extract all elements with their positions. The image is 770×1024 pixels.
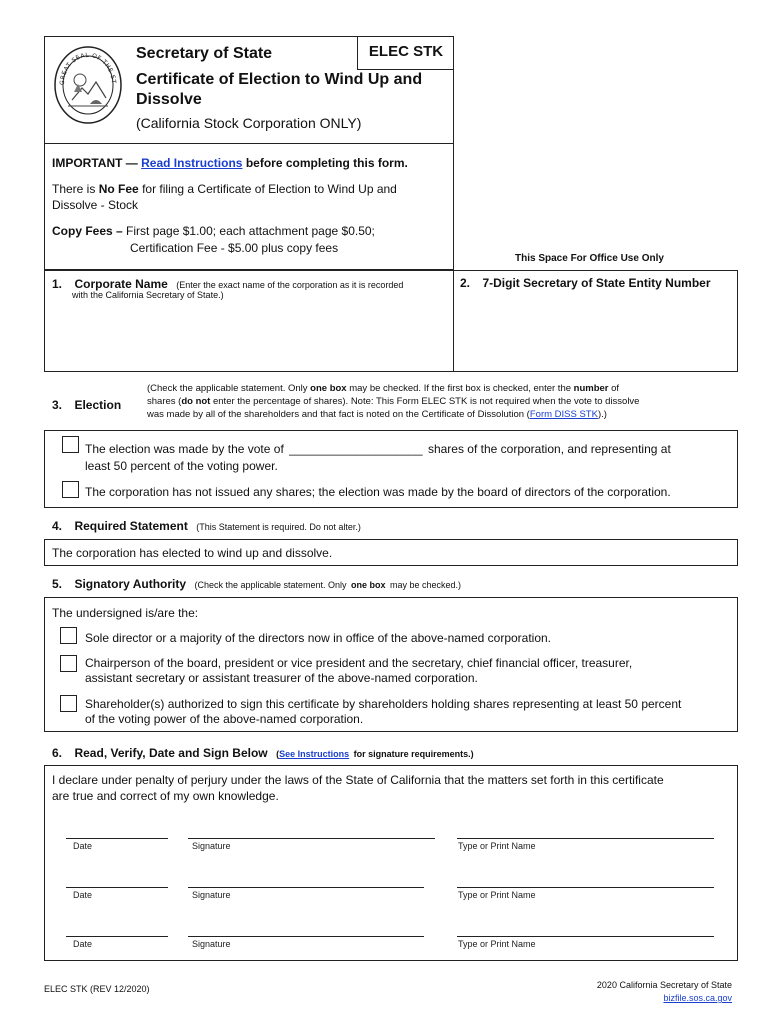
shareholders-text-line1: Shareholder(s) authorized to sign this certificate by shareholders holding shares representing at least 50 percent [85, 697, 682, 711]
form-revision: ELEC STK (REV 12/2020) [44, 984, 150, 994]
item3-heading [52, 396, 121, 414]
officers-text-line1: Chairperson of the board, president or vice president and the secretary, chief financial officer, treasurer, [85, 656, 633, 670]
no-shares-text: The corporation has not issued any shares; the election was made by the board of directors of the corporation. [85, 485, 671, 499]
item2-num: 2. [460, 276, 471, 290]
item3-label: Election [74, 398, 122, 412]
signature-label-3: Signature [192, 939, 231, 949]
item2-label: 7-Digit Secretary of State Entity Number [482, 276, 711, 290]
election-vote-text-b: shares of the corporation, and representing at [427, 442, 671, 456]
item4-label: Required Statement [74, 519, 188, 533]
required-statement: The corporation has elected to wind up and dissolve. [52, 546, 333, 560]
no-fee-pre: There is [52, 182, 96, 196]
undersigned-lead: The undersigned is/are the: [52, 606, 199, 620]
item6-label: Read, Verify, Date and Sign Below [74, 746, 268, 760]
signature-label-1: Signature [192, 841, 231, 851]
signature-line-2[interactable] [188, 887, 424, 888]
name-label-3: Type or Print Name [458, 939, 536, 949]
name-line-1[interactable] [457, 838, 714, 839]
name-line-2[interactable] [457, 887, 714, 888]
officers-text-line2: assistant secretary or assistant treasurer of the above-named corporation. [85, 671, 478, 685]
item4-heading [52, 517, 361, 535]
state-seal-icon [52, 44, 124, 126]
bizfile-link[interactable]: bizfile.sos.ca.gov [663, 993, 732, 1003]
important-label: IMPORTANT — [52, 156, 138, 170]
name-label-1: Type or Print Name [458, 841, 536, 851]
election-vote-line2: least 50 percent of the voting power. [85, 459, 278, 473]
item3-note-line2: shares (do not enter the percentage of shares). Note: This Form ELEC STK is not required when the vote to dissolve [147, 396, 640, 407]
sole-director-text: Sole director or a majority of the directors now in office of the above-named corporation. [85, 631, 552, 645]
officers-checkbox[interactable] [60, 655, 77, 672]
no-fee-bold: No Fee [98, 182, 139, 196]
form-code: ELEC STK [368, 43, 444, 60]
no-fee-post: for filing a Certificate of Election to Wind Up and [142, 182, 397, 196]
item3-note [147, 382, 737, 421]
signature-line-3[interactable] [188, 936, 424, 937]
election-vote-text: The election was made by the vote of [85, 442, 284, 456]
item5-heading [52, 575, 461, 593]
date-line-1[interactable] [66, 838, 168, 839]
item1-label: Corporate Name [74, 277, 168, 291]
date-line-2[interactable] [66, 887, 168, 888]
date-line-3[interactable] [66, 936, 168, 937]
election-vote-checkbox[interactable] [62, 436, 79, 453]
item3-note-line1: (Check the applicable statement. Only one box may be checked. If the first box is checked, enter the number of [147, 383, 620, 394]
shareholders-checkbox[interactable] [60, 695, 77, 712]
name-label-2: Type or Print Name [458, 890, 536, 900]
date-label-2: Date [73, 890, 93, 900]
name-line-3[interactable] [457, 936, 714, 937]
item1-note2: with the California Secretary of State.) [72, 290, 224, 300]
date-label-1: Date [73, 841, 93, 851]
item1-note1: (Enter the exact name of the corporation as it is recorded [176, 280, 404, 290]
copy-fees-text: First page $1.00; each attachment page $0.50; [126, 224, 375, 238]
item5-note-a: (Check the applicable statement. Only [194, 580, 347, 590]
item1-num: 1. [52, 277, 63, 291]
item6-note-a: ( [276, 749, 280, 759]
copy-fees-line1 [52, 224, 375, 238]
item5-note-c: may be checked.) [389, 580, 462, 590]
form-diss-stk-link[interactable]: Form DISS STK [529, 409, 598, 420]
read-instructions-link[interactable]: Read Instructions [141, 156, 243, 170]
see-instructions-link[interactable]: See Instructions [279, 749, 350, 759]
sole-director-checkbox[interactable] [60, 627, 77, 644]
form-title-line1: Certificate of Election to Wind Up and [136, 71, 423, 88]
item6-heading [52, 744, 474, 762]
copy-fees-line2: Certification Fee - $5.00 plus copy fees [130, 241, 339, 255]
date-label-3: Date [73, 939, 93, 949]
item3-num: 3. [52, 398, 63, 412]
form-title-line2: Dissolve [136, 91, 202, 108]
election-vote-line1 [85, 442, 671, 456]
declaration-line2: are true and correct of my own knowledge. [52, 789, 279, 803]
item4-note: (This Statement is required. Do not alter.) [196, 522, 361, 532]
form-subtitle: (California Stock Corporation ONLY) [136, 115, 362, 131]
item6-num: 6. [52, 746, 63, 760]
office-use-label: This Space For Office Use Only [515, 253, 664, 264]
no-fee-line1 [52, 182, 397, 196]
item5-num: 5. [52, 577, 63, 591]
important-note [52, 156, 408, 170]
no-shares-checkbox[interactable] [62, 481, 79, 498]
shares-blank-field[interactable]: ____________________ [289, 442, 423, 456]
item5-note-b: one box [351, 580, 386, 590]
signature-label-2: Signature [192, 890, 231, 900]
item3-note-line3: was made by all of the shareholders and that fact is noted on the Certificate of Dissolution (Form DISS STK).) [147, 409, 607, 420]
declaration-line1: I declare under penalty of perjury under the laws of the State of California that the matters set forth in this certificate [52, 773, 664, 787]
copy-fees-label: Copy Fees – [52, 224, 123, 238]
item2-heading [460, 274, 711, 292]
signature-line-1[interactable] [188, 838, 435, 839]
no-fee-line2: Dissolve - Stock [52, 198, 139, 212]
seal-text: GREAT SEAL OF THE ST [58, 51, 117, 86]
office-title: Secretary of State [136, 45, 273, 62]
important-tail: before completing this form. [245, 156, 408, 170]
item6-note-b: for signature requirements.) [353, 749, 474, 759]
form-code-box [357, 36, 454, 70]
shareholders-text-line2: of the voting power of the above-named corporation. [85, 712, 364, 726]
item4-num: 4. [52, 519, 63, 533]
item5-label: Signatory Authority [74, 577, 187, 591]
copyright-text: 2020 California Secretary of State [596, 980, 732, 990]
